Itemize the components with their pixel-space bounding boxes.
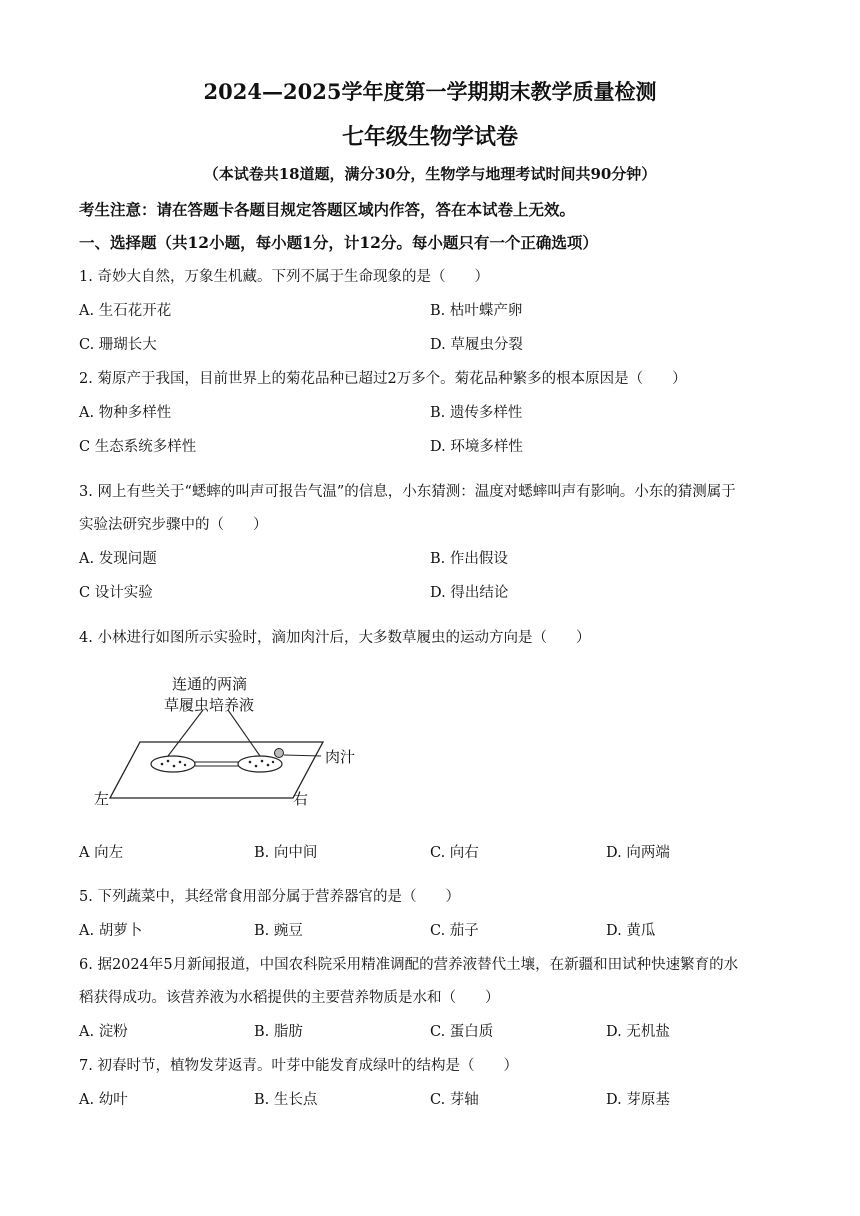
question-5-option-d: D. 黄瓜 [606, 923, 656, 939]
pointer-line-left [168, 710, 203, 756]
paramecium-experiment-figure [88, 670, 388, 815]
question-2-option-b: B. 遗传多样性 [430, 405, 523, 421]
question-7-stem: 7. 初春时节，植物发芽返青。叶芽中能发育成绿叶的结构是（ ） [79, 1058, 518, 1074]
question-6-option-d: D. 无机盐 [606, 1024, 670, 1040]
figure-label-left: 左 [94, 790, 110, 808]
exam-info: （本试卷共18道题，满分30分，生物学与地理考试时间共90分钟） [203, 165, 657, 183]
section-heading: 一、选择题（共12小题，每小题1分，计12分。每小题只有一个正确选项） [79, 233, 598, 252]
question-3-option-b: B. 作出假设 [430, 551, 508, 567]
question-5-option-a: A. 胡萝卜 [79, 923, 143, 939]
question-4-option-c: C. 向右 [430, 845, 479, 861]
question-4-option-a: A 向左 [79, 845, 124, 861]
question-6-option-c: C. 蛋白质 [430, 1024, 494, 1040]
question-7-option-c: C. 芽轴 [430, 1092, 479, 1108]
question-4-option-d: D. 向两端 [606, 845, 670, 861]
question-2-option-a: A. 物种多样性 [79, 405, 172, 421]
question-1-option-d: D. 草履虫分裂 [430, 337, 523, 353]
question-7-option-d: D. 芽原基 [606, 1092, 670, 1108]
question-5-stem: 5. 下列蔬菜中，其经常食用部分属于营养器官的是（ ） [79, 889, 460, 905]
question-5-option-b: B. 豌豆 [254, 923, 303, 939]
question-6-stem-line-2: 稻获得成功。该营养液为水稻提供的主要营养物质是水和（ ） [79, 990, 500, 1006]
question-4-stem: 4. 小林进行如图所示实验时，滴加肉汁后，大多数草履虫的运动方向是（ ） [79, 630, 591, 646]
question-1-stem: 1. 奇妙大自然，万象生机藏。下列不属于生命现象的是（ ） [79, 269, 489, 285]
question-7-option-a: A. 幼叶 [79, 1092, 128, 1108]
question-2-option-d: D. 环境多样性 [430, 439, 523, 455]
meat-juice-drop [275, 749, 284, 758]
figure-label-meat-juice: 肉汁 [325, 748, 356, 766]
question-3-stem-line-1: 3. 网上有些关于“蟋蟀的叫声可报告气温”的信息，小东猜测：温度对蟋蟀叫声有影响。小东的猜测属于 [79, 484, 736, 500]
figure-label-drops-line-2: 草履虫培养液 [164, 696, 255, 714]
figure-label-right: 右 [293, 790, 309, 808]
question-3-option-c: C 设计实验 [79, 585, 153, 601]
figure-label-drops-line-1: 连通的两滴 [172, 675, 248, 693]
culture-drop-right [238, 756, 282, 772]
question-1-option-a: A. 生石花开花 [79, 303, 172, 319]
question-6-option-a: A. 淀粉 [79, 1024, 128, 1040]
culture-drop-left [151, 756, 195, 772]
question-6-option-b: B. 脂肪 [254, 1024, 303, 1040]
exam-subtitle: 七年级生物学试卷 [341, 124, 518, 150]
question-6-stem-line-1: 6. 据2024年5月新闻报道，中国农科院采用精准调配的营养液替代土壤，在新疆和田试种快速繁育的水 [79, 957, 739, 973]
glass-slide [110, 742, 323, 798]
exam-notice: 考生注意：请在答题卡各题目规定答题区域内作答，答在本试卷上无效。 [79, 200, 576, 219]
question-4-option-b: B. 向中间 [254, 845, 318, 861]
question-3-option-a: A. 发现问题 [79, 551, 157, 567]
question-1-option-b: B. 枯叶蝶产卵 [430, 303, 523, 319]
pointer-line-right [228, 710, 260, 756]
exam-title: 2024—2025学年度第一学期期末教学质量检测 [203, 79, 657, 104]
question-5-option-c: C. 茄子 [430, 923, 479, 939]
question-2-stem: 2. 菊原产于我国，目前世界上的菊花品种已超过2万多个。菊花品种繁多的根本原因是（ ） [79, 371, 687, 387]
question-2-option-c: C 生态系统多样性 [79, 439, 197, 455]
question-7-option-b: B. 生长点 [254, 1092, 318, 1108]
question-3-stem-line-2: 实验法研究步骤中的（ ） [79, 517, 268, 533]
question-1-option-c: C. 珊瑚长大 [79, 337, 157, 353]
question-3-option-d: D. 得出结论 [430, 585, 509, 601]
